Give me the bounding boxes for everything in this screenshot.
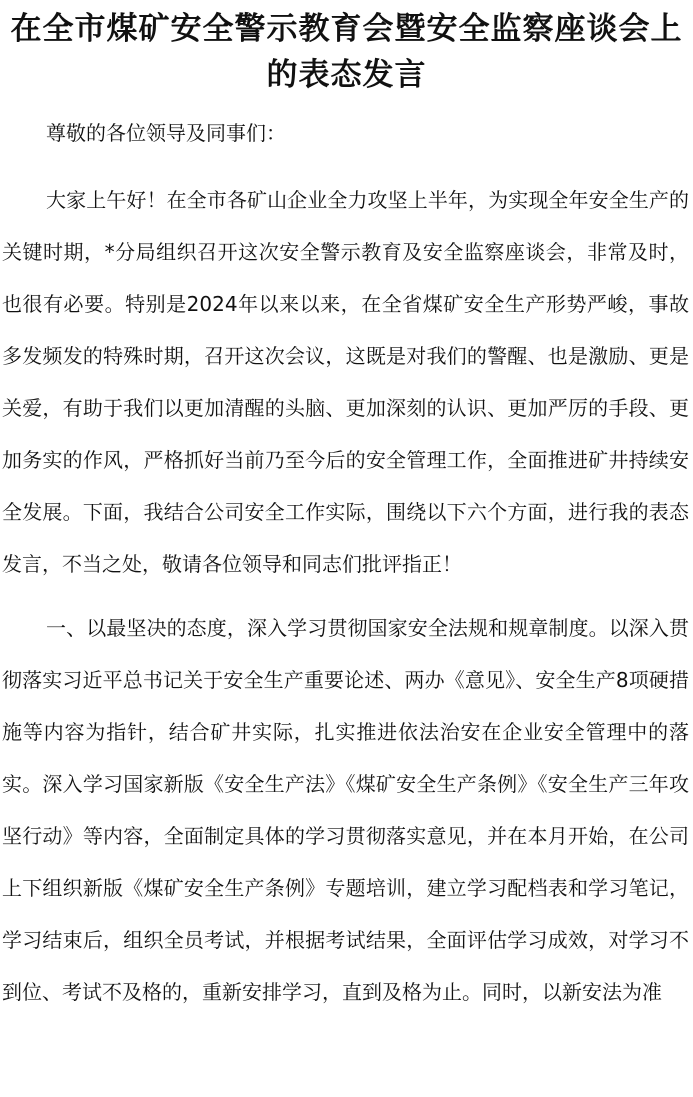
salutation: 尊敬的各位领导及同事们：	[46, 121, 286, 145]
paragraph-section-one: 一、以最坚决的态度，深入学习贯彻国家安全法规和规章制度。以深入贯彻落实习近平总书记关于安全生产重要论述、两办《意见》、安全生产8项硬措施等内容为指针，结合矿井实际，扎实推进依法治安在企业安全管理中的落实。深入学习国家新版《安全生产法》《煤矿安全生产条例》《安全生产三年攻坚行动》等内容，全面制定具体的学习贯彻落实意见，并在本月开始，在公司上下组织新版《煤矿安全生产条例》专题培训，建立学习配档表和学习笔记，学习结束后，组织全员考试，并根据考试结果，全面评估学习成效，对学习不到位、考试不及格的，重新安排学习，直到及格为止。同时，以新安法为准	[2, 616, 689, 1004]
paragraph-greeting: 大家上午好！在全市各矿山企业全力攻坚上半年，为实现全年安全生产的关键时期，*分局组织召开这次安全警示教育及安全监察座谈会，非常及时，也很有必要。特别是2024年以来以来，在全省煤矿安全生产形势严峻，事故多发频发的特殊时期，召开这次会议，这既是对我们的警醒、也是激励、更是关爱，有助于我们以更加清醒的头脑、更加深刻的认识、更加严厉的手段、更加务实的作风，严格抓好当前乃至今后的安全管理工作，全面推进矿井持续安全发展。下面，我结合公司安全工作实际，围绕以下六个方面，进行我的表态发言，不当之处，敬请各位领导和同志们批评指正！	[2, 188, 689, 576]
document-title: 在全市煤矿安全警示教育会暨安全监察座谈会上的表态发言	[10, 11, 683, 93]
